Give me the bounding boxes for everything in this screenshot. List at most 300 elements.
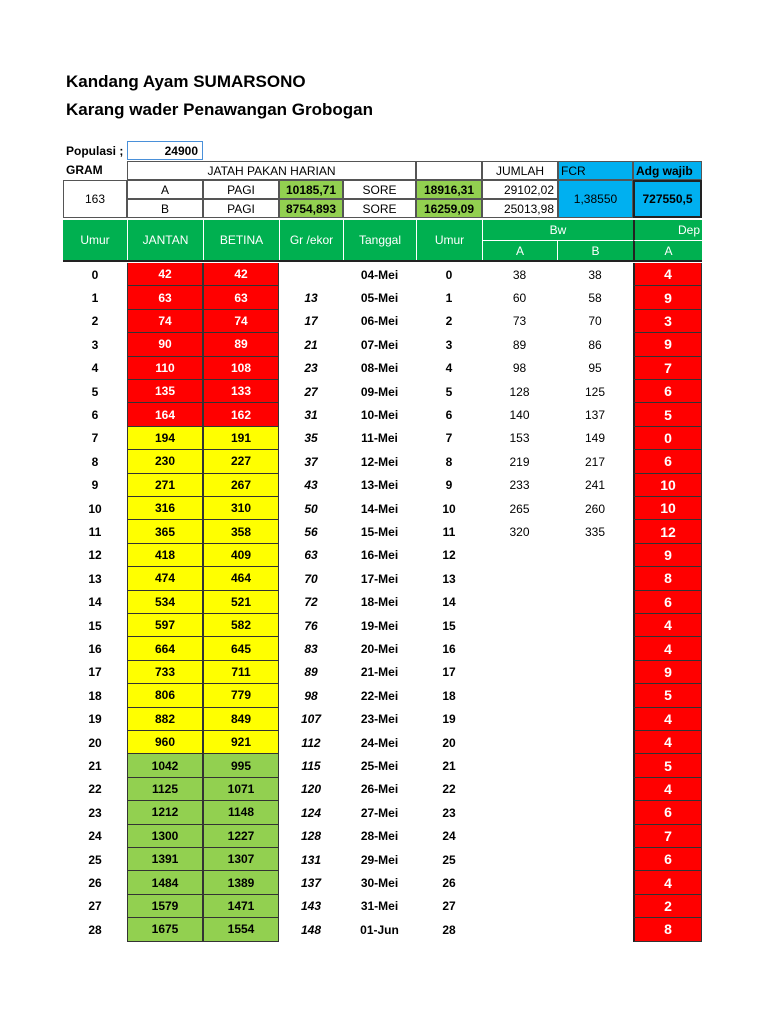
cell-dep[interactable]: [633, 333, 702, 356]
cell-umur2[interactable]: [416, 895, 482, 918]
cell-jantan[interactable]: [127, 778, 203, 801]
cell-gr-ekor[interactable]: [279, 380, 343, 403]
cell-tanggal-text: 10-Mei: [360, 408, 399, 423]
cell-tanggal[interactable]: [343, 637, 416, 660]
cell-betina[interactable]: [203, 708, 279, 731]
cell-tanggal-text: 16-Mei: [360, 548, 399, 563]
cell-betina[interactable]: [203, 778, 279, 801]
cell-bw-b[interactable]: [557, 427, 633, 450]
cell-betina[interactable]: [203, 403, 279, 426]
cell-gr-ekor[interactable]: [279, 567, 343, 590]
cell-bw-a[interactable]: [482, 825, 557, 848]
cell-gr-ekor-text: 124: [300, 805, 322, 820]
cell-jantan[interactable]: [127, 871, 203, 894]
cell-dep[interactable]: [633, 708, 702, 731]
cell-jantan[interactable]: [127, 333, 203, 356]
cell-gr-ekor[interactable]: [279, 614, 343, 637]
cell-umur2[interactable]: [416, 357, 482, 380]
cell-gr-ekor[interactable]: [279, 871, 343, 894]
cell-umur[interactable]: [63, 825, 127, 848]
cell-jantan[interactable]: [127, 263, 203, 286]
cell-bw-a[interactable]: [482, 614, 557, 637]
cell-dep[interactable]: [633, 497, 702, 520]
cell-bw-b[interactable]: [557, 778, 633, 801]
jatah-label: JATAH PAKAN HARIAN: [207, 163, 336, 178]
cell-tanggal[interactable]: [343, 614, 416, 637]
cell-betina[interactable]: [203, 427, 279, 450]
cell-betina[interactable]: [203, 286, 279, 309]
populasi-cell[interactable]: [127, 141, 203, 160]
cell-bw-b[interactable]: [557, 474, 633, 497]
cell-betina[interactable]: [203, 848, 279, 871]
cell-tanggal[interactable]: [343, 918, 416, 941]
cell-umur2[interactable]: [416, 661, 482, 684]
cell-dep[interactable]: [633, 263, 702, 286]
cell-umur2[interactable]: [416, 474, 482, 497]
cell-bw-b[interactable]: [557, 661, 633, 684]
cell-betina[interactable]: [203, 661, 279, 684]
cell-umur[interactable]: [63, 310, 127, 333]
cell-dep[interactable]: [633, 661, 702, 684]
cell-umur[interactable]: [63, 544, 127, 567]
cell-betina[interactable]: [203, 380, 279, 403]
populasi-value: 24900: [164, 143, 198, 158]
cell-bw-a[interactable]: [482, 403, 557, 426]
cell-dep[interactable]: [633, 895, 702, 918]
cell-gr-ekor[interactable]: [279, 708, 343, 731]
cell-umur[interactable]: [63, 403, 127, 426]
cell-dep[interactable]: [633, 474, 702, 497]
cell-betina-text: 409: [230, 547, 252, 562]
cell-tanggal[interactable]: [343, 684, 416, 707]
cell-bw-b-text: 70: [588, 314, 602, 329]
cell-umur[interactable]: [63, 754, 127, 777]
cell-bw-b[interactable]: [557, 310, 633, 333]
cell-bw-a[interactable]: [482, 427, 557, 450]
cell-gr-ekor[interactable]: [279, 544, 343, 567]
cell-umur2[interactable]: [416, 520, 482, 543]
cell-jantan[interactable]: [127, 895, 203, 918]
cell-umur2[interactable]: [416, 801, 482, 824]
cell-bw-b[interactable]: [557, 825, 633, 848]
cell-dep[interactable]: [633, 614, 702, 637]
cell-umur[interactable]: [63, 427, 127, 450]
cell-jantan[interactable]: [127, 708, 203, 731]
cell-bw-b[interactable]: [557, 357, 633, 380]
cell-betina[interactable]: [203, 591, 279, 614]
cell-gr-ekor[interactable]: [279, 357, 343, 380]
cell-dep[interactable]: [633, 286, 702, 309]
cell-gr-ekor[interactable]: [279, 474, 343, 497]
cell-gr-ekor-text: 76: [304, 618, 318, 633]
cell-betina[interactable]: [203, 871, 279, 894]
cell-umur2[interactable]: [416, 450, 482, 473]
cell-umur2[interactable]: [416, 754, 482, 777]
cell-umur[interactable]: [63, 801, 127, 824]
cell-betina[interactable]: [203, 520, 279, 543]
cell-bw-a[interactable]: [482, 520, 557, 543]
cell-gr-ekor[interactable]: [279, 497, 343, 520]
cell-gr-ekor[interactable]: [279, 310, 343, 333]
cell-jantan[interactable]: [127, 848, 203, 871]
cell-bw-b[interactable]: [557, 567, 633, 590]
cell-bw-b[interactable]: [557, 731, 633, 754]
cell-bw-b[interactable]: [557, 286, 633, 309]
cell-betina[interactable]: [203, 333, 279, 356]
cell-dep[interactable]: [633, 754, 702, 777]
cell-betina[interactable]: [203, 263, 279, 286]
cell-dep[interactable]: [633, 403, 702, 426]
cell-bw-b[interactable]: [557, 848, 633, 871]
cell-betina[interactable]: [203, 450, 279, 473]
cell-umur2[interactable]: [416, 778, 482, 801]
cell-bw-b[interactable]: [557, 754, 633, 777]
cell-bw-a[interactable]: [482, 591, 557, 614]
cell-bw-b[interactable]: [557, 263, 633, 286]
cell-dep[interactable]: [633, 778, 702, 801]
cell-umur[interactable]: [63, 895, 127, 918]
cell-umur2[interactable]: [416, 731, 482, 754]
cell-betina[interactable]: [203, 684, 279, 707]
cell-jantan[interactable]: [127, 544, 203, 567]
cell-umur2[interactable]: [416, 567, 482, 590]
cell-bw-b[interactable]: [557, 497, 633, 520]
cell-umur2[interactable]: [416, 871, 482, 894]
cell-gr-ekor-text: 70: [304, 571, 318, 586]
cell-umur[interactable]: [63, 520, 127, 543]
cell-jantan[interactable]: [127, 731, 203, 754]
cell-tanggal[interactable]: [343, 403, 416, 426]
cell-bw-a[interactable]: [482, 918, 557, 941]
cell-dep[interactable]: [633, 848, 702, 871]
header-tanggal-label: Tanggal: [358, 233, 402, 247]
cell-tanggal[interactable]: [343, 848, 416, 871]
cell-tanggal[interactable]: [343, 286, 416, 309]
cell-jantan[interactable]: [127, 474, 203, 497]
cell-tanggal[interactable]: [343, 497, 416, 520]
cell-gr-ekor[interactable]: [279, 403, 343, 426]
cell-umur2[interactable]: [416, 497, 482, 520]
cell-umur2[interactable]: [416, 286, 482, 309]
cell-tanggal[interactable]: [343, 801, 416, 824]
cell-umur2[interactable]: [416, 263, 482, 286]
cell-dep[interactable]: [633, 731, 702, 754]
cell-bw-a[interactable]: [482, 661, 557, 684]
cell-jantan[interactable]: [127, 614, 203, 637]
cell-bw-a[interactable]: [482, 357, 557, 380]
cell-umur2[interactable]: [416, 825, 482, 848]
cell-bw-a[interactable]: [482, 544, 557, 567]
cell-jantan[interactable]: [127, 754, 203, 777]
cell-jantan[interactable]: [127, 684, 203, 707]
header-bw-a: [482, 240, 557, 260]
cell-betina[interactable]: [203, 918, 279, 941]
cell-gr-ekor[interactable]: [279, 895, 343, 918]
cell-jantan[interactable]: [127, 825, 203, 848]
cell-dep[interactable]: [633, 427, 702, 450]
cell-umur2-text: 21: [442, 759, 456, 774]
cell-betina[interactable]: [203, 801, 279, 824]
cell-tanggal[interactable]: [343, 708, 416, 731]
cell-jantan[interactable]: [127, 403, 203, 426]
cell-tanggal[interactable]: [343, 263, 416, 286]
cell-umur[interactable]: [63, 591, 127, 614]
cell-betina[interactable]: [203, 754, 279, 777]
cell-gr-ekor[interactable]: [279, 263, 343, 286]
cell-tanggal[interactable]: [343, 825, 416, 848]
cell-umur[interactable]: [63, 333, 127, 356]
cell-betina[interactable]: [203, 614, 279, 637]
cell-jantan[interactable]: [127, 520, 203, 543]
cell-jantan[interactable]: [127, 661, 203, 684]
cell-betina[interactable]: [203, 895, 279, 918]
cell-tanggal-text: 14-Mei: [360, 501, 399, 516]
cell-umur[interactable]: [63, 637, 127, 660]
cell-tanggal[interactable]: [343, 567, 416, 590]
cell-tanggal-text: 20-Mei: [360, 642, 399, 657]
cell-umur-text: 4: [91, 361, 99, 376]
cell-bw-b[interactable]: [557, 333, 633, 356]
cell-umur[interactable]: [63, 357, 127, 380]
cell-dep[interactable]: [633, 544, 702, 567]
cell-gr-ekor[interactable]: [279, 801, 343, 824]
cell-bw-b[interactable]: [557, 614, 633, 637]
cell-umur[interactable]: [63, 684, 127, 707]
cell-umur-text: 14: [88, 595, 102, 610]
cell-jantan[interactable]: [127, 801, 203, 824]
cell-bw-b[interactable]: [557, 637, 633, 660]
cell-betina[interactable]: [203, 497, 279, 520]
cell-tanggal[interactable]: [343, 333, 416, 356]
cell-gr-ekor[interactable]: [279, 778, 343, 801]
cell-dep[interactable]: [633, 520, 702, 543]
cell-umur[interactable]: [63, 263, 127, 286]
cell-jantan[interactable]: [127, 591, 203, 614]
cell-umur2[interactable]: [416, 333, 482, 356]
cell-umur2-text: 25: [442, 852, 456, 867]
cell-umur[interactable]: [63, 450, 127, 473]
cell-umur[interactable]: [63, 778, 127, 801]
cell-jantan[interactable]: [127, 450, 203, 473]
cell-bw-a[interactable]: [482, 848, 557, 871]
cell-bw-b[interactable]: [557, 895, 633, 918]
cell-dep[interactable]: [633, 918, 702, 941]
cell-betina-text: 63: [234, 290, 248, 305]
cell-tanggal[interactable]: [343, 520, 416, 543]
cell-umur2[interactable]: [416, 403, 482, 426]
cell-jantan-text: 418: [154, 547, 176, 562]
cell-gr-ekor[interactable]: [279, 848, 343, 871]
cell-umur[interactable]: [63, 474, 127, 497]
cell-gr-ekor[interactable]: [279, 450, 343, 473]
cell-bw-b[interactable]: [557, 520, 633, 543]
cell-bw-a[interactable]: [482, 567, 557, 590]
cell-dep[interactable]: [633, 380, 702, 403]
cell-bw-a[interactable]: [482, 731, 557, 754]
cell-dep[interactable]: [633, 871, 702, 894]
cell-tanggal[interactable]: [343, 731, 416, 754]
cell-bw-a[interactable]: [482, 684, 557, 707]
cell-jantan[interactable]: [127, 918, 203, 941]
cell-umur[interactable]: [63, 848, 127, 871]
cell-betina-text: 74: [234, 313, 248, 328]
cell-bw-a-text: 73: [512, 314, 527, 329]
cell-betina[interactable]: [203, 637, 279, 660]
cell-bw-a[interactable]: [482, 895, 557, 918]
cell-gr-ekor[interactable]: [279, 637, 343, 660]
cell-bw-a[interactable]: [482, 450, 557, 473]
cell-betina[interactable]: [203, 567, 279, 590]
cell-jantan[interactable]: [127, 357, 203, 380]
cell-umur[interactable]: [63, 871, 127, 894]
cell-umur2-text: 22: [442, 782, 456, 797]
cell-umur[interactable]: [63, 286, 127, 309]
cell-bw-a-text: 89: [512, 337, 527, 352]
cell-dep[interactable]: [633, 450, 702, 473]
cell-gr-ekor[interactable]: [279, 918, 343, 941]
cell-tanggal[interactable]: [343, 357, 416, 380]
cell-tanggal[interactable]: [343, 450, 416, 473]
cell-bw-a[interactable]: [482, 754, 557, 777]
cell-tanggal[interactable]: [343, 661, 416, 684]
cell-tanggal[interactable]: [343, 895, 416, 918]
cell-umur2[interactable]: [416, 848, 482, 871]
cell-tanggal-text: 17-Mei: [360, 571, 399, 586]
cell-umur2[interactable]: [416, 708, 482, 731]
cell-umur2[interactable]: [416, 637, 482, 660]
cell-bw-a[interactable]: [482, 286, 557, 309]
cell-gr-ekor[interactable]: [279, 754, 343, 777]
cell-gr-ekor[interactable]: [279, 427, 343, 450]
cell-bw-a[interactable]: [482, 310, 557, 333]
cell-jantan[interactable]: [127, 310, 203, 333]
cell-bw-b[interactable]: [557, 918, 633, 941]
cell-tanggal[interactable]: [343, 380, 416, 403]
cell-bw-a[interactable]: [482, 778, 557, 801]
cell-betina[interactable]: [203, 357, 279, 380]
cell-jantan-text: 597: [154, 618, 176, 633]
cell-umur2[interactable]: [416, 684, 482, 707]
cell-bw-b-text: 86: [588, 337, 602, 352]
cell-betina[interactable]: [203, 544, 279, 567]
cell-tanggal[interactable]: [343, 871, 416, 894]
cell-umur[interactable]: [63, 918, 127, 941]
cell-gr-ekor[interactable]: [279, 661, 343, 684]
cell-umur2[interactable]: [416, 591, 482, 614]
cell-umur[interactable]: [63, 731, 127, 754]
cell-dep[interactable]: [633, 310, 702, 333]
cell-dep[interactable]: [633, 684, 702, 707]
cell-tanggal[interactable]: [343, 754, 416, 777]
adg-value: 727550,5: [642, 192, 693, 206]
cell-tanggal-text: 24-Mei: [360, 735, 399, 750]
cell-bw-a-text: 153: [509, 431, 530, 446]
cell-gr-ekor[interactable]: [279, 825, 343, 848]
cell-umur-text: 23: [88, 805, 102, 820]
cell-bw-a[interactable]: [482, 333, 557, 356]
cell-gr-ekor[interactable]: [279, 731, 343, 754]
cell-bw-a[interactable]: [482, 380, 557, 403]
cell-bw-a[interactable]: [482, 263, 557, 286]
cell-dep[interactable]: [633, 825, 702, 848]
cell-umur2[interactable]: [416, 614, 482, 637]
cell-gr-ekor[interactable]: [279, 286, 343, 309]
cell-bw-b[interactable]: [557, 684, 633, 707]
cell-bw-b[interactable]: [557, 801, 633, 824]
cell-gr-ekor-text: 37: [304, 454, 318, 469]
cell-jantan[interactable]: [127, 567, 203, 590]
cell-umur2[interactable]: [416, 918, 482, 941]
cell-jantan[interactable]: [127, 427, 203, 450]
cell-dep[interactable]: [633, 357, 702, 380]
cell-bw-b[interactable]: [557, 544, 633, 567]
cell-umur[interactable]: [63, 567, 127, 590]
cell-tanggal[interactable]: [343, 591, 416, 614]
cell-tanggal[interactable]: [343, 778, 416, 801]
cell-bw-a[interactable]: [482, 497, 557, 520]
cell-jantan[interactable]: [127, 637, 203, 660]
cell-betina-text: 1071: [227, 781, 255, 796]
cell-tanggal[interactable]: [343, 427, 416, 450]
cell-bw-a[interactable]: [482, 801, 557, 824]
cell-betina[interactable]: [203, 474, 279, 497]
cell-jantan-text: 534: [154, 594, 176, 609]
cell-bw-b[interactable]: [557, 871, 633, 894]
cell-betina[interactable]: [203, 731, 279, 754]
cell-dep[interactable]: [633, 567, 702, 590]
cell-umur2[interactable]: [416, 544, 482, 567]
cell-umur[interactable]: [63, 497, 127, 520]
cell-bw-b[interactable]: [557, 708, 633, 731]
cell-gr-ekor[interactable]: [279, 591, 343, 614]
cell-bw-a[interactable]: [482, 871, 557, 894]
cell-jantan[interactable]: [127, 286, 203, 309]
cell-umur-text: 9: [91, 478, 99, 493]
cell-tanggal[interactable]: [343, 544, 416, 567]
cell-umur2-text: 17: [442, 665, 456, 680]
cell-umur[interactable]: [63, 614, 127, 637]
cell-gr-ekor[interactable]: [279, 520, 343, 543]
cell-gr-ekor[interactable]: [279, 333, 343, 356]
cell-umur[interactable]: [63, 661, 127, 684]
cell-umur2[interactable]: [416, 427, 482, 450]
cell-tanggal[interactable]: [343, 474, 416, 497]
cell-bw-b[interactable]: [557, 591, 633, 614]
cell-bw-b[interactable]: [557, 403, 633, 426]
cell-umur2[interactable]: [416, 380, 482, 403]
cell-bw-b[interactable]: [557, 450, 633, 473]
cell-bw-a[interactable]: [482, 474, 557, 497]
cell-dep[interactable]: [633, 637, 702, 660]
cell-dep[interactable]: [633, 591, 702, 614]
cell-jantan[interactable]: [127, 380, 203, 403]
cell-jantan[interactable]: [127, 497, 203, 520]
cell-umur[interactable]: [63, 708, 127, 731]
cell-dep[interactable]: [633, 801, 702, 824]
cell-tanggal-text: 27-Mei: [360, 805, 399, 820]
feed-pagi-label: [203, 199, 279, 218]
cell-bw-b[interactable]: [557, 380, 633, 403]
cell-bw-a[interactable]: [482, 637, 557, 660]
cell-gr-ekor[interactable]: [279, 684, 343, 707]
cell-betina[interactable]: [203, 310, 279, 333]
cell-tanggal[interactable]: [343, 310, 416, 333]
cell-bw-a[interactable]: [482, 708, 557, 731]
feed-jumlah-value: [482, 180, 558, 199]
cell-umur2[interactable]: [416, 310, 482, 333]
cell-umur[interactable]: [63, 380, 127, 403]
cell-betina[interactable]: [203, 825, 279, 848]
